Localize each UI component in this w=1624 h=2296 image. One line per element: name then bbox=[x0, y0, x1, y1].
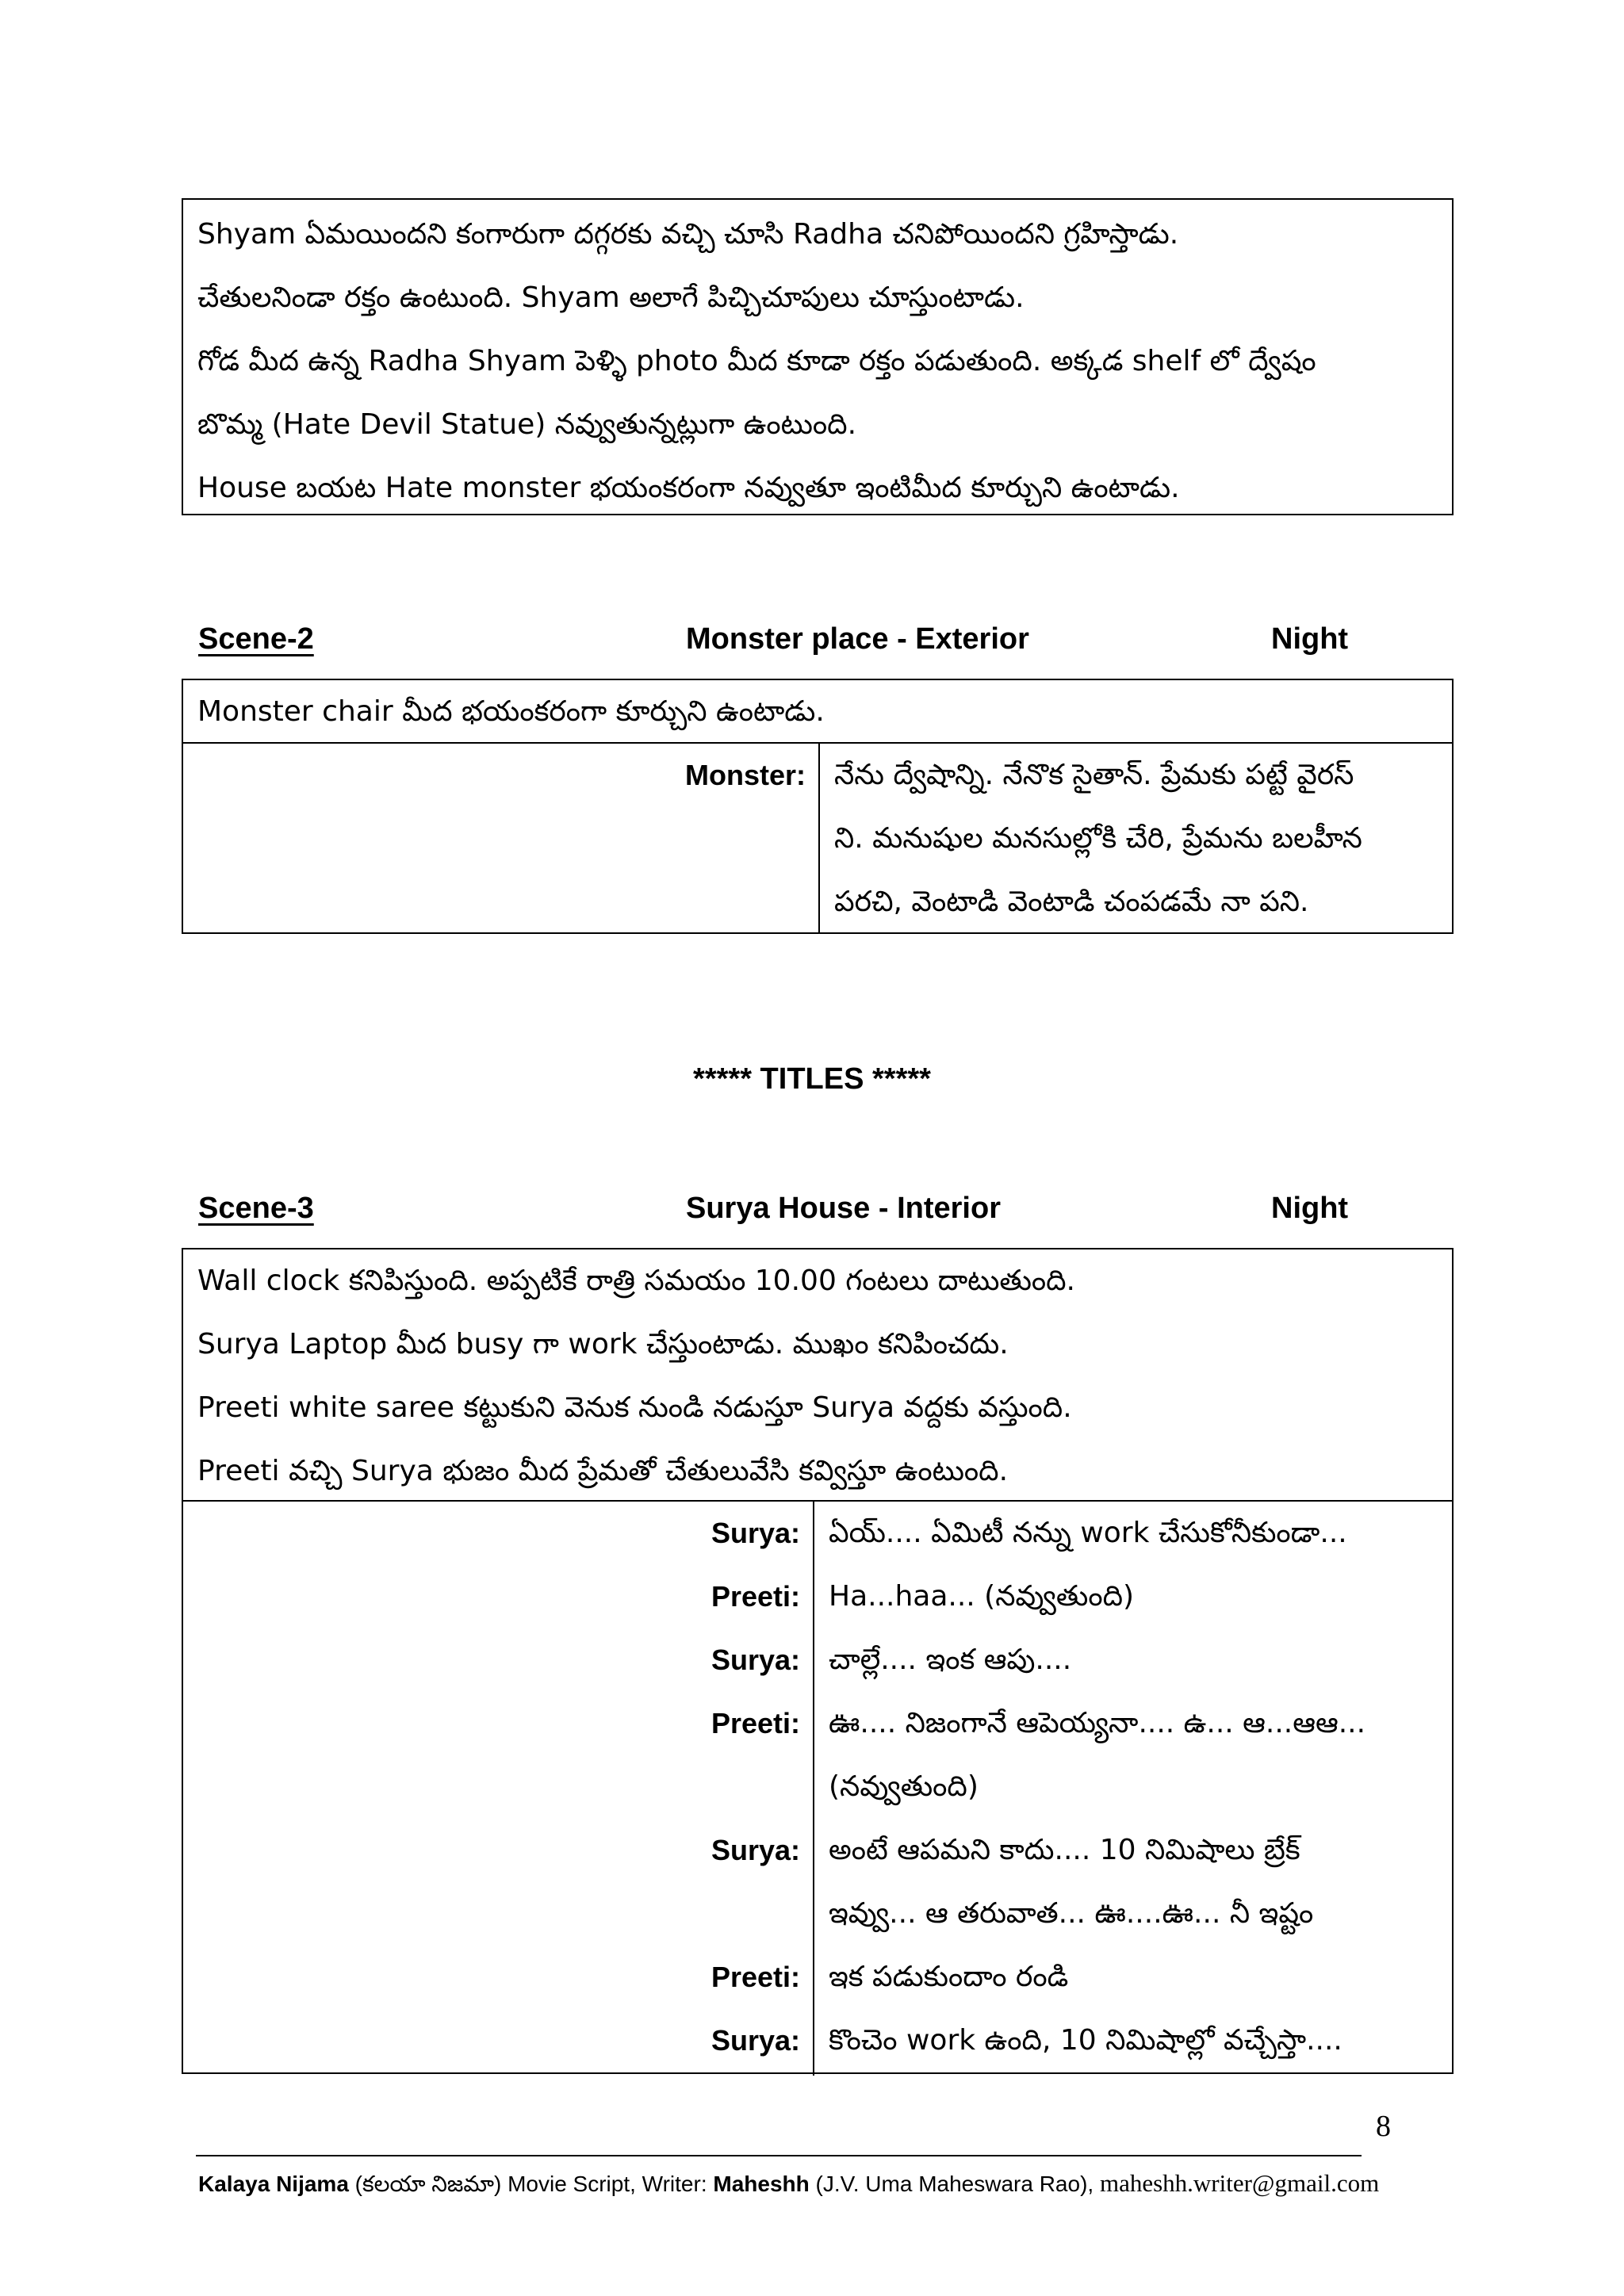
footer-title-telugu: (కలయా నిజమా) Movie Script, Writer: bbox=[348, 2172, 714, 2196]
dialogue-text bbox=[814, 1946, 1452, 2009]
scene3-box bbox=[182, 1248, 1454, 2074]
dialogue-row bbox=[183, 2009, 1452, 2076]
action-line: Preeti వచ్చి Surya భుజం మీద ప్రేమతో చేతులువేసి కవ్విస్తూ ఉంటుంది. bbox=[197, 1455, 1009, 1487]
action-line: Preeti white saree కట్టుకుని వెనుక నుండి నడుస్తూ Surya వద్దకు వస్తుంది. bbox=[197, 1391, 1072, 1424]
footer-email: maheshh.writer@gmail.com bbox=[1099, 2169, 1380, 2197]
speaker-name: Preeti: bbox=[710, 1707, 800, 1739]
speaker-name: Preeti: bbox=[710, 1580, 800, 1613]
speaker-name: Surya: bbox=[710, 2024, 800, 2057]
dialogue-text bbox=[814, 1628, 1452, 1692]
footer-divider bbox=[196, 2155, 1362, 2156]
speaker-name: Monster: bbox=[685, 759, 806, 791]
scene2-box bbox=[182, 679, 1454, 934]
action-line: Surya Laptop మీద busy గా work చేస్తుంటాడు. ముఖం కనిపించదు. bbox=[197, 1328, 1009, 1360]
dialogue-line: ఊ.... నిజంగానే ఆపెయ్యనా.... ఉ... ఆ...ఆఆ... bbox=[829, 1707, 1366, 1739]
action-line: చేతులనిండా రక్తం ఉంటుంది. Shyam అలాగే పిచ్చిచూపులు చూస్తుంటాడు. bbox=[197, 281, 1025, 314]
row-divider bbox=[183, 1500, 1452, 2076]
dialogue-text bbox=[814, 2009, 1452, 2076]
action-line: Shyam ఏమయిందని కంగారుగా దగ్గరకు వచ్చి చూసి Radha చనిపోయిందని గ్రహిస్తాడు. bbox=[197, 218, 1179, 251]
action-line: House బయట Hate monster భయంకరంగా నవ్వుతూ ఇంటిమీద కూర్చుని ఉంటాడు. bbox=[197, 472, 1180, 504]
dialogue-row bbox=[183, 1565, 1452, 1628]
dialogue-line: నేను ద్వేషాన్ని. నేనొక సైతాన్. ప్రేమకు పట్టే వైరస్ bbox=[834, 759, 1354, 791]
speaker-name: Preeti: bbox=[710, 1961, 800, 1993]
dialogue-line: ఇవ్వు... ఆ తరువాత... ఊ....ఊ... నీ ఇష్టం bbox=[829, 1897, 1314, 1930]
action-block bbox=[183, 1249, 1452, 1500]
speaker-name: Surya: bbox=[710, 1517, 800, 1549]
dialogue-line: Ha...haa... (నవ్వుతుంది) bbox=[829, 1580, 1135, 1613]
dialogue-text bbox=[814, 1565, 1452, 1628]
footer-writer-fullname: (J.V. Uma Maheswara Rao), bbox=[809, 2172, 1100, 2196]
footer-writer: Maheshh bbox=[713, 2172, 810, 2196]
scene2-heading bbox=[198, 622, 1356, 667]
footer bbox=[198, 2169, 1379, 2202]
page-number: 8 bbox=[1376, 2110, 1391, 2143]
dialogue-row bbox=[183, 1502, 1452, 1565]
dialogue-line: ని. మనుషుల మనసుల్లోకి చేరి, ప్రేమను బలహీన bbox=[834, 822, 1362, 855]
dialogue-row bbox=[183, 1628, 1452, 1692]
scene-number: Scene-3 bbox=[198, 1192, 314, 1225]
dialogue-line: చాల్లే.... ఇంక ఆపు.... bbox=[829, 1644, 1072, 1676]
scene-time: Night bbox=[1271, 1192, 1349, 1225]
action-line: గోడ మీద ఉన్న Radha Shyam పెళ్ళి photo మీద కూడా రక్తం పడుతుంది. అక్కడ shelf లో ద్వేషం bbox=[197, 345, 1316, 377]
scene3-heading bbox=[198, 1192, 1356, 1236]
dialogue-row bbox=[183, 1946, 1452, 2009]
dialogue-line: (నవ్వుతుంది) bbox=[829, 1770, 979, 1803]
scene-number: Scene-2 bbox=[198, 622, 314, 656]
row-divider bbox=[183, 742, 1452, 934]
speaker-name: Surya: bbox=[710, 1644, 800, 1676]
dialogue-line: కొంచెం work ఉంది, 10 నిమిషాల్లో వచ్చేస్తా.... bbox=[829, 2024, 1342, 2057]
scene-location: Monster place - Exterior bbox=[686, 622, 1029, 656]
dialogue-text bbox=[819, 744, 1452, 934]
dialogue-table bbox=[183, 744, 1452, 934]
dialogue-text bbox=[814, 1692, 1452, 1819]
scene1-action-box bbox=[182, 198, 1454, 515]
dialogue-text bbox=[814, 1502, 1452, 1565]
dialogue-line: ఏయ్.... ఏమిటీ నన్ను work చేసుకోనీకుండా... bbox=[829, 1517, 1347, 1549]
dialogue-line: పరచి, వెంటాడి వెంటాడి చంపడమే నా పని. bbox=[834, 886, 1309, 918]
speaker-name: Surya: bbox=[710, 1834, 800, 1866]
dialogue-row bbox=[183, 744, 1452, 934]
dialogue-line: అంటే ఆపమని కాదు.... 10 నిమిషాలు బ్రేక్ bbox=[829, 1834, 1300, 1866]
dialogue-table bbox=[183, 1502, 1452, 2076]
scene-time: Night bbox=[1271, 622, 1349, 656]
footer-title: Kalaya Nijama bbox=[198, 2172, 349, 2196]
action-line: Wall clock కనిపిస్తుంది. అప్పటికే రాత్రి సమయం 10.00 గంటలు దాటుతుంది. bbox=[197, 1265, 1076, 1297]
action-line: బొమ్మ (Hate Devil Statue) నవ్వుతున్నట్లుగా ఉంటుంది. bbox=[197, 408, 857, 441]
dialogue-row bbox=[183, 1692, 1452, 1819]
dialogue-row bbox=[183, 1819, 1452, 1946]
dialogue-line: ఇక పడుకుందాం రండి bbox=[829, 1961, 1069, 1993]
dialogue-text bbox=[814, 1819, 1452, 1946]
action-line: Monster chair మీద భయంకరంగా కూర్చుని ఉంటాడు. bbox=[197, 695, 825, 728]
scene-location: Surya House - Interior bbox=[686, 1192, 1001, 1225]
titles-marker: ***** TITLES ***** bbox=[693, 1062, 931, 1096]
